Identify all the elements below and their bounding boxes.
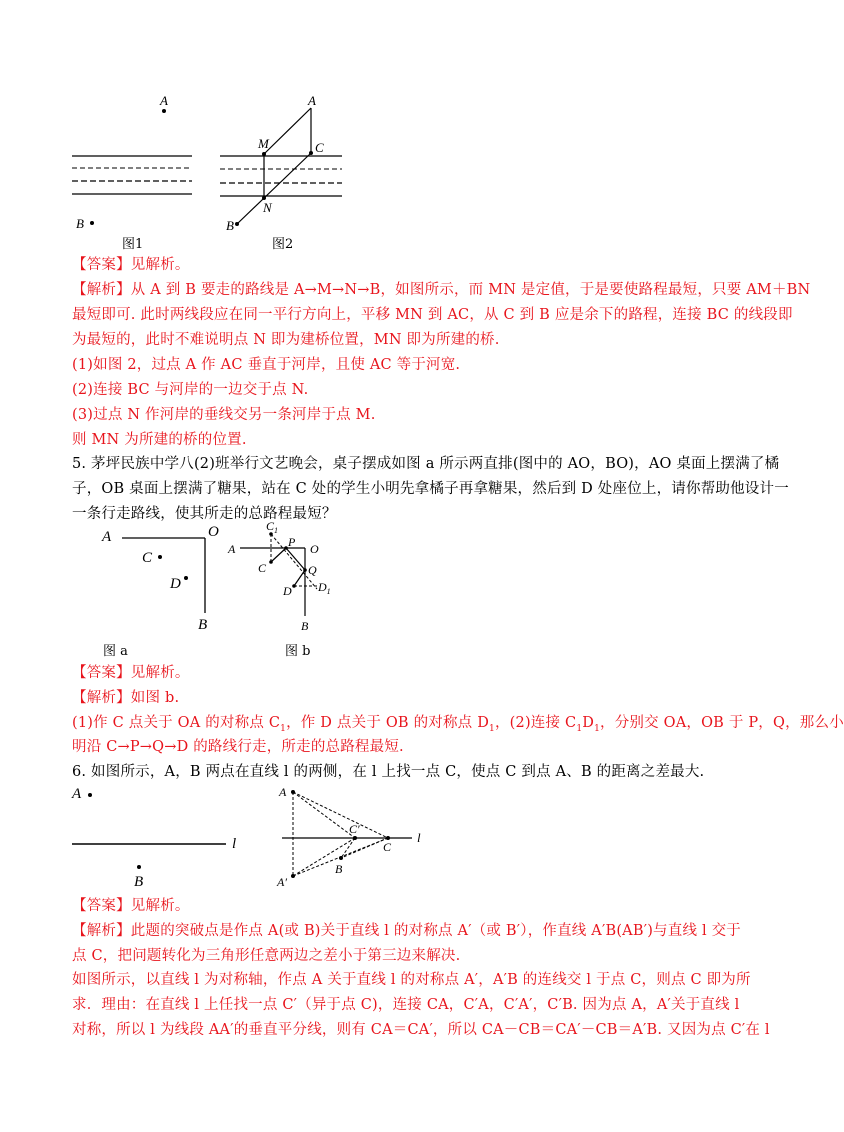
label-l-right: l (417, 830, 421, 845)
q5-question-line-1: 5. 茅坪民族中学八(2)班举行文艺晚会，桌子摆成如图 a 所示两直排(图中的 AO，BO)，AO 桌面上摆满了橘 (72, 456, 780, 472)
point-c-figa (158, 555, 162, 559)
q4-answer: 【答案】见解析。 (72, 257, 190, 273)
label-l-left: l (232, 836, 237, 852)
q6-analysis-line-2: 点 C，把问题转化为三角形任意两边之差小于第三边来解决. (72, 948, 461, 964)
q5-question-line-2: 子，OB 桌面上摆满了糖果，站在 C 处的学生小明先拿橘子再拿糖果，然后到 D 处座位上，请你帮助他设计一 (72, 481, 789, 497)
label-a-figa: A (102, 529, 112, 545)
label-d-figa: D (170, 576, 181, 592)
q5-question-line-3: 一条行走路线，使其所走的总路程最短？ (72, 506, 337, 522)
q6-body-line-2: 求．理由：在直线 l 上任找一点 C′（异于点 C)，连接 CA，C′A，C′A′，C′B. 因为点 A，A′关于直线 l (72, 997, 740, 1013)
point-b-fig1 (90, 221, 94, 225)
label-a-right: A (279, 785, 287, 799)
point-ap (291, 874, 295, 878)
label-m: M (258, 136, 269, 151)
point-d-figb (292, 584, 296, 588)
label-n: N (263, 200, 272, 215)
point-c-fig2 (309, 151, 313, 155)
label-c1: $C_1$ (266, 519, 279, 535)
q4-analysis-line-3: 为最短的，此时不难说明点 N 即为建桥位置，MN 即为所建的桥. (72, 332, 500, 348)
q6-question: 6. 如图所示，A，B 两点在直线 l 的两侧，在 l 上找一点 C，使点 C 到点 A、B 的距离之差最大. (72, 764, 705, 780)
q6-body-line-1: 如图所示，以直线 l 为对称轴，作点 A 关于直线 l 的对称点 A′，A′B 的连线交 l 于点 C，则点 C 即为所 (72, 972, 751, 988)
label-d1: $D_1$ (318, 580, 331, 596)
label-p: P (288, 535, 296, 549)
fig-b-caption: 图 b (285, 644, 311, 659)
label-d-figb: D (283, 584, 292, 598)
point-b-left (137, 865, 141, 869)
q6-analysis-line-1: 【解析】此题的突破点是作点 A(或 B)关于直线 l 的对称点 A′（或 B′），作直线 A′B(AB′)与直线 l 交于 (72, 923, 742, 939)
point-m (262, 152, 266, 156)
label-c: C (383, 840, 392, 854)
point-c-figb (269, 560, 273, 564)
label-a-figb: A (228, 542, 236, 556)
point-cp (353, 836, 357, 840)
fig1-caption: 图1 (122, 237, 144, 252)
label-b-left: B (134, 874, 144, 890)
label-c-fig2: C (315, 140, 324, 155)
q5-analysis-line-1: (1)作 C 点关于 OA 的对称点 $C_1$，作 D 点关于 OB 的对称点 $D_1$，(2)连接 $C_1D_1$，分别交 OA，OB 于 P，Q，那么小 (72, 715, 844, 734)
label-b-fig1: B (76, 216, 84, 231)
label-b-right: B (335, 862, 343, 876)
fig-a-caption: 图 a (103, 644, 128, 659)
q5-analysis-head: 【解析】如图 b. (72, 690, 180, 706)
label-ap: A′ (277, 875, 287, 889)
label-b-figb: B (301, 619, 309, 633)
q5-answer: 【答案】见解析。 (72, 665, 190, 681)
q6-answer: 【答案】见解析。 (72, 898, 190, 914)
label-b-figa: B (198, 617, 208, 633)
line-figures-q6 (60, 776, 440, 892)
point-a-fig1 (162, 109, 166, 113)
q4-step-3: (3)过点 N 作河岸的垂线交另一条河岸于点 M. (72, 407, 376, 423)
point-a-left (88, 793, 92, 797)
label-q: Q (308, 563, 317, 577)
label-c-figb: C (258, 561, 267, 575)
q4-conclusion: 则 MN 为所建的桥的位置. (72, 432, 247, 448)
label-a-fig1: A (160, 93, 168, 108)
q4-step-1: (1)如图 2，过点 A 作 AC 垂直于河岸，且使 AC 等于河宽. (72, 357, 461, 373)
point-d-figa (184, 576, 188, 580)
q4-analysis-line-1: 【解析】从 A 到 B 要走的路线是 A→M→N→B，如图所示，而 MN 是定值，于是要使路程最短，只要 AM＋BN (72, 282, 811, 298)
point-q (303, 568, 307, 572)
table-figures-a-b (90, 518, 370, 638)
q5-analysis-line-2: 明沿 C→P→Q→D 的路线行走，所走的总路程最短. (72, 739, 404, 755)
label-o-figb: O (310, 542, 319, 556)
river-figures-1-2 (60, 90, 380, 250)
label-a-fig2: A (308, 93, 316, 108)
point-b-fig2 (235, 222, 239, 226)
label-b-fig2: B (226, 218, 234, 233)
q4-step-2: (2)连接 BC 与河岸的一边交于点 N. (72, 382, 309, 398)
q6-body-line-3: 对称，所以 l 为线段 AA′的垂直平分线，则有 CA＝CA′，所以 CA－CB＝CA′－CB＝A′B. 又因为点 C′在 l (72, 1022, 770, 1038)
q4-analysis-line-2: 最短即可. 此时两线段应在同一平行方向上，平移 MN 到 AC，从 C 到 B 应是余下的路程，连接 BC 的线段即 (72, 307, 793, 323)
point-b-right (339, 856, 343, 860)
label-a-left: A (72, 786, 82, 802)
point-a-right (291, 790, 295, 794)
label-o-figa: O (208, 524, 219, 540)
label-cp: C′ (349, 822, 360, 836)
fig2-caption: 图2 (272, 237, 294, 252)
label-c-figa: C (142, 550, 153, 566)
